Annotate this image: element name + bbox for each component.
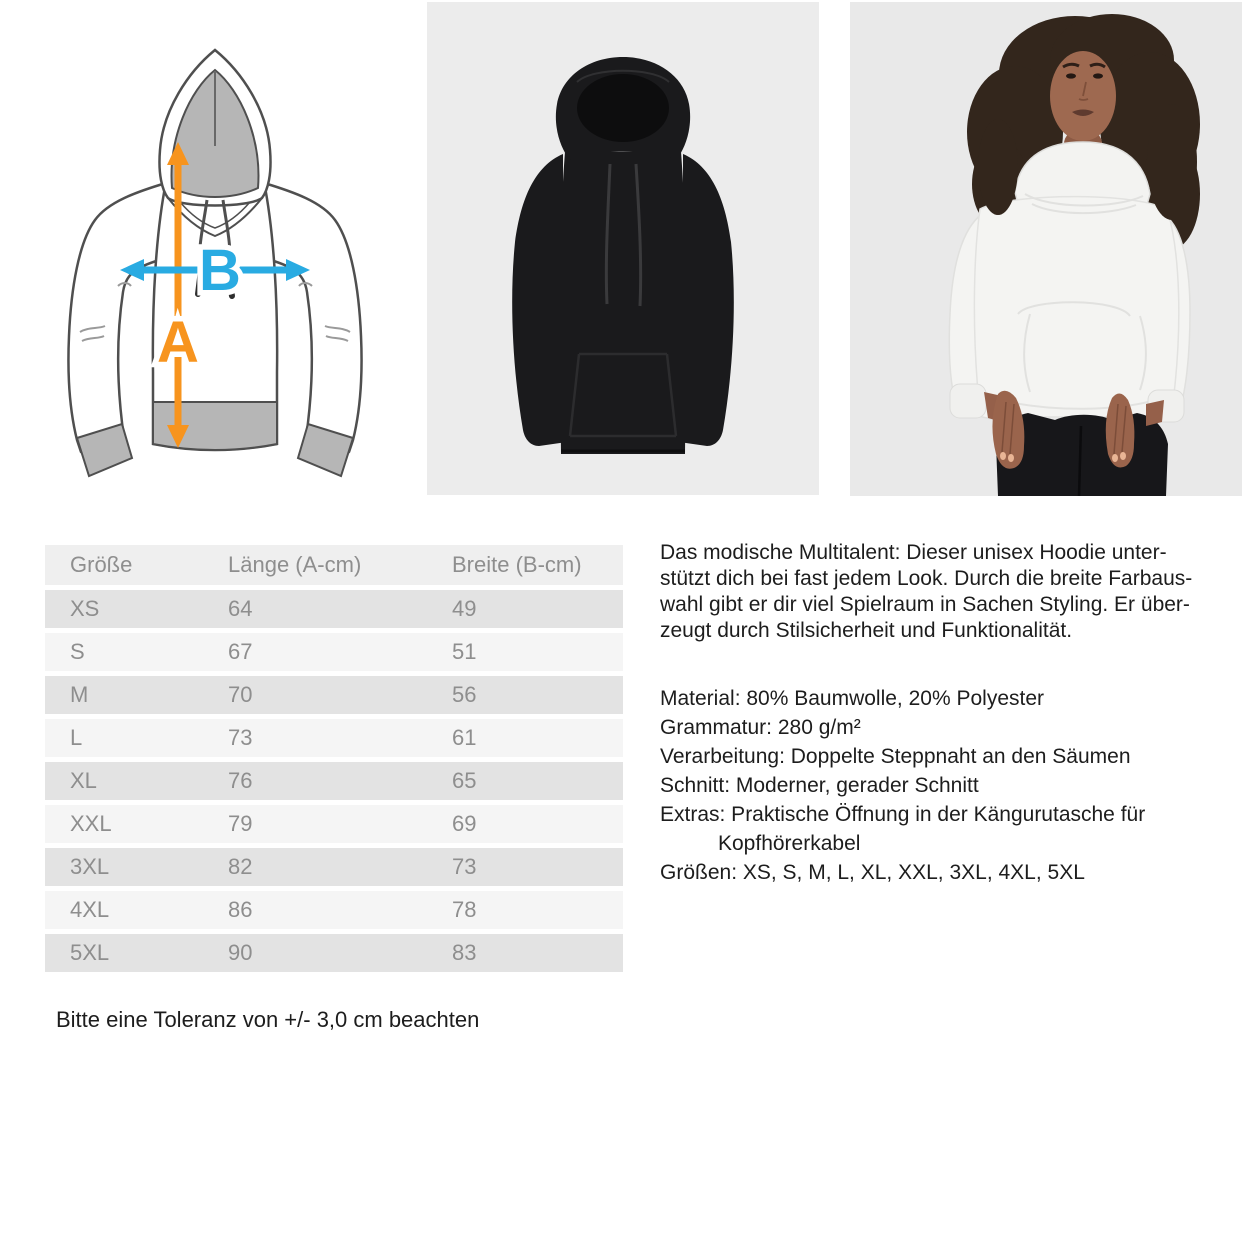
spec-extras-continued: Kopfhörerkabel xyxy=(718,832,861,855)
nail xyxy=(1008,454,1014,462)
length-cell: 82 xyxy=(228,854,253,879)
black-hoodie-illustration xyxy=(427,2,819,495)
width-cell: 51 xyxy=(452,639,477,664)
length-cell: 64 xyxy=(228,596,253,621)
model-photo xyxy=(850,2,1242,496)
width-cell: 61 xyxy=(452,725,477,750)
eye-right xyxy=(1093,73,1103,78)
intro-line: stützt dich bei fast jedem Look. Durch die breite Farbaus- xyxy=(660,567,1193,590)
table-row-xl xyxy=(45,762,623,800)
intro-line: wahl gibt er dir viel Spielraum in Sachen Styling. Er über- xyxy=(660,593,1190,616)
cuff-left xyxy=(950,384,986,418)
intro-line: zeugt durch Stilsicherheit und Funktionalität. xyxy=(660,619,1073,642)
length-cell: 70 xyxy=(228,682,253,707)
hood-interior-shadow xyxy=(577,74,669,142)
model-illustration xyxy=(850,2,1242,496)
table-row-l xyxy=(45,719,623,757)
column-header-groesse: Größe xyxy=(70,552,133,577)
forearm-right xyxy=(1146,400,1164,426)
length-cell: 90 xyxy=(228,940,253,965)
size-cell: XL xyxy=(70,768,97,793)
hair-front-right xyxy=(1147,104,1197,220)
size-cell: S xyxy=(70,639,85,664)
hair-front-left xyxy=(978,119,1018,215)
spec-extras: Extras: Praktische Öffnung in der Kängurutasche für xyxy=(660,803,1146,826)
description-specs xyxy=(660,684,1226,887)
sleeve-left xyxy=(68,183,166,452)
width-cell: 69 xyxy=(452,811,477,836)
eye-left xyxy=(1066,73,1076,78)
size-cell: 5XL xyxy=(70,940,110,965)
size-table xyxy=(45,545,623,977)
size-cell: L xyxy=(70,725,83,750)
intro-line: Das modische Multitalent: Dieser unisex Hoodie unter- xyxy=(660,541,1167,564)
column-header-laenge: Länge (A-cm) xyxy=(228,552,362,577)
torso xyxy=(974,197,1178,417)
size-cell: 4XL xyxy=(70,897,110,922)
measurement-label-b: B xyxy=(199,238,241,303)
table-row-5xl xyxy=(45,934,623,972)
table-row-4xl xyxy=(45,891,623,929)
black-hoodie-photo xyxy=(427,2,819,495)
size-diagram-image xyxy=(60,42,370,490)
tolerance-note: Bitte eine Toleranz von +/- 3,0 cm beachten xyxy=(56,1007,480,1032)
width-cell: 56 xyxy=(452,682,477,707)
width-cell: 78 xyxy=(452,897,477,922)
spec-verarbeitung: Verarbeitung: Doppelte Steppnaht an den Säumen xyxy=(660,745,1131,768)
table-row-xxl xyxy=(45,805,623,843)
length-cell: 86 xyxy=(228,897,253,922)
size-cell: XS xyxy=(70,596,100,621)
spec-groessen: Größen: XS, S, M, L, XL, XXL, 3XL, 4XL, 5XL xyxy=(660,861,1085,884)
table-row-s xyxy=(45,633,623,671)
length-cell: 76 xyxy=(228,768,253,793)
spec-schnitt: Schnitt: Moderner, gerader Schnitt xyxy=(660,774,979,797)
nail xyxy=(1000,452,1006,460)
column-header-breite: Breite (B-cm) xyxy=(452,552,582,577)
table-row-m xyxy=(45,676,623,714)
width-cell: 49 xyxy=(452,596,477,621)
nail xyxy=(1112,454,1118,462)
size-cell: XXL xyxy=(70,811,112,836)
product-description xyxy=(660,540,1226,887)
width-cell: 65 xyxy=(452,768,477,793)
size-cell: M xyxy=(70,682,89,707)
width-cell: 83 xyxy=(452,940,477,965)
spec-material: Material: 80% Baumwolle, 20% Polyester xyxy=(660,687,1045,710)
size-cell: 3XL xyxy=(70,854,110,879)
length-cell: 79 xyxy=(228,811,253,836)
description-intro xyxy=(660,540,1226,644)
hoodie-measurement-diagram xyxy=(60,42,370,490)
size-table-header xyxy=(45,545,623,585)
sleeve-right xyxy=(264,183,362,452)
spec-grammatur: Grammatur: 280 g/m² xyxy=(660,716,861,739)
measurement-label-a: A xyxy=(157,310,199,375)
length-cell: 67 xyxy=(228,639,253,664)
width-cell: 73 xyxy=(452,854,477,879)
table-row-3xl xyxy=(45,848,623,886)
table-row-xs xyxy=(45,590,623,628)
length-cell: 73 xyxy=(228,725,253,750)
nail xyxy=(1120,452,1126,460)
